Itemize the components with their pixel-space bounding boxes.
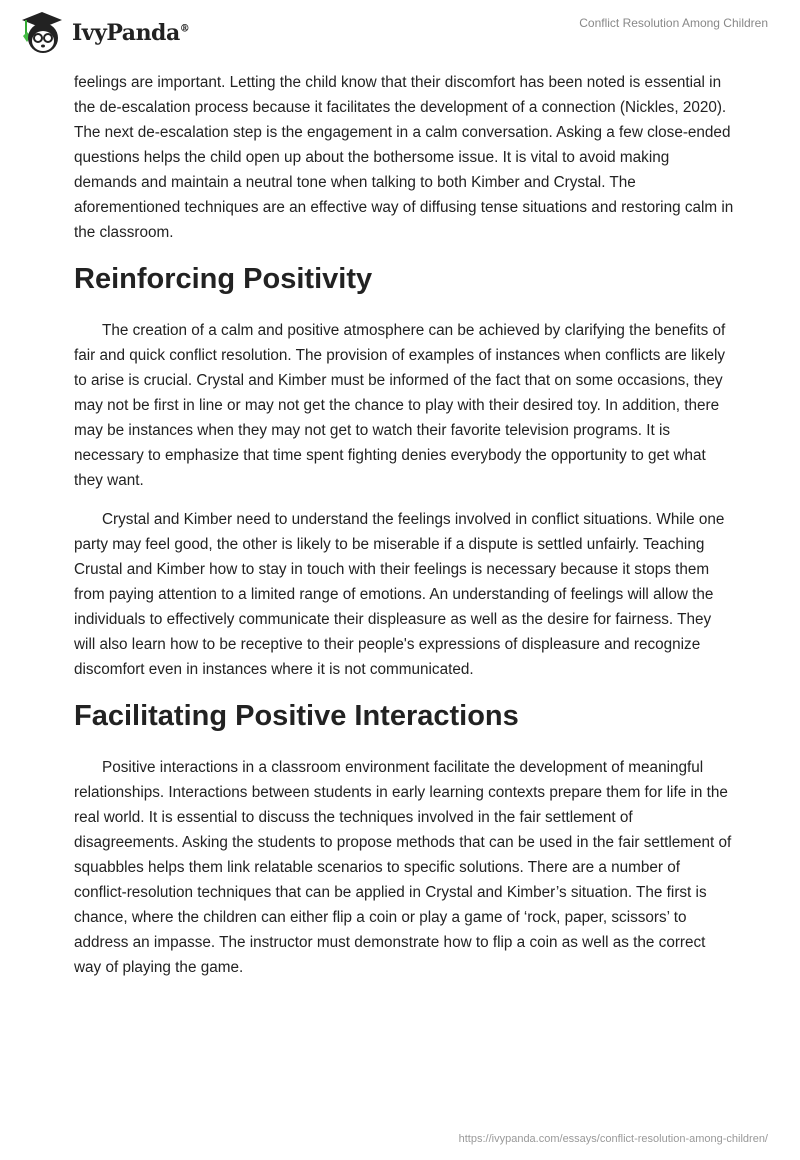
logo[interactable] bbox=[18, 10, 189, 56]
paragraph: Positive interactions in a classroom environment facilitate the development of meaningful relationships. Interactions between students in early learning contexts prepare them for life in the real world. It is essential to discuss the techniques involved in the fair settlement of disagreements. Asking the students to propose methods that can be used in the fair settlement of squabbles helps them link relatable scenarios to specific solutions. There are a number of conflict-resolution techniques that can be applied in Crystal and Kimber’s situation. The first is chance, where the children can either flip a coin or play a game of ‘rock, paper, scissors’ to address an impasse. The instructor must demonstrate how to flip a coin as well as the correct way of playing the game. bbox=[74, 759, 732, 976]
document-title: Conflict Resolution Among Children bbox=[579, 16, 768, 30]
logo-text: IvyPanda® bbox=[72, 20, 190, 46]
section-heading: Reinforcing Positivity bbox=[74, 263, 373, 295]
paragraph: Crystal and Kimber need to understand the feelings involved in conflict situations. While one party may feel good, the other is likely to be miserable if a dispute is settled unfairly. Teaching Crustal and Kimber how to stay in touch with their feelings is necessary because it stops them from paying attention to a limited range of emotions. An understanding of feelings will allow the individuals to effectively communicate their displeasure as well as the desire for fairness. They will also learn how to be receptive to their people's expressions of displeasure and recognize discomfort even in instances where it is not communicated. bbox=[74, 511, 725, 678]
essay-content bbox=[74, 70, 734, 994]
section-heading: Facilitating Positive Interactions bbox=[74, 700, 519, 732]
panda-logo-icon bbox=[18, 10, 66, 56]
footer-url[interactable]: https://ivypanda.com/essays/conflict-resolution-among-children/ bbox=[458, 1133, 768, 1145]
paragraph: The creation of a calm and positive atmosphere can be achieved by clarifying the benefits of fair and quick conflict resolution. The provision of examples of instances when conflicts are likely to arise is crucial. Crystal and Kimber must be informed of the fact that on some occasions, they may not be first in line or may not get the chance to play with their desired toy. In addition, there may be instances when they may not get to watch their favorite television programs. It is necessary to emphasize that time spent fighting denies everybody the opportunity to get what they want. bbox=[74, 322, 726, 489]
paragraph: feelings are important. Letting the child know that their discomfort has been noted is essential in the de-escalation process because it facilitates the development of a connection (Nickles, 2020). The next de-escalation step is the engagement in a calm conversation. Asking a few close-ended questions helps the child open up about the bothersome issue. It is vital to avoid making demands and maintain a neutral tone when talking to both Kimber and Crystal. The aforementioned techniques are an effective way of diffusing tense situations and restoring calm in the classroom. bbox=[74, 74, 734, 241]
